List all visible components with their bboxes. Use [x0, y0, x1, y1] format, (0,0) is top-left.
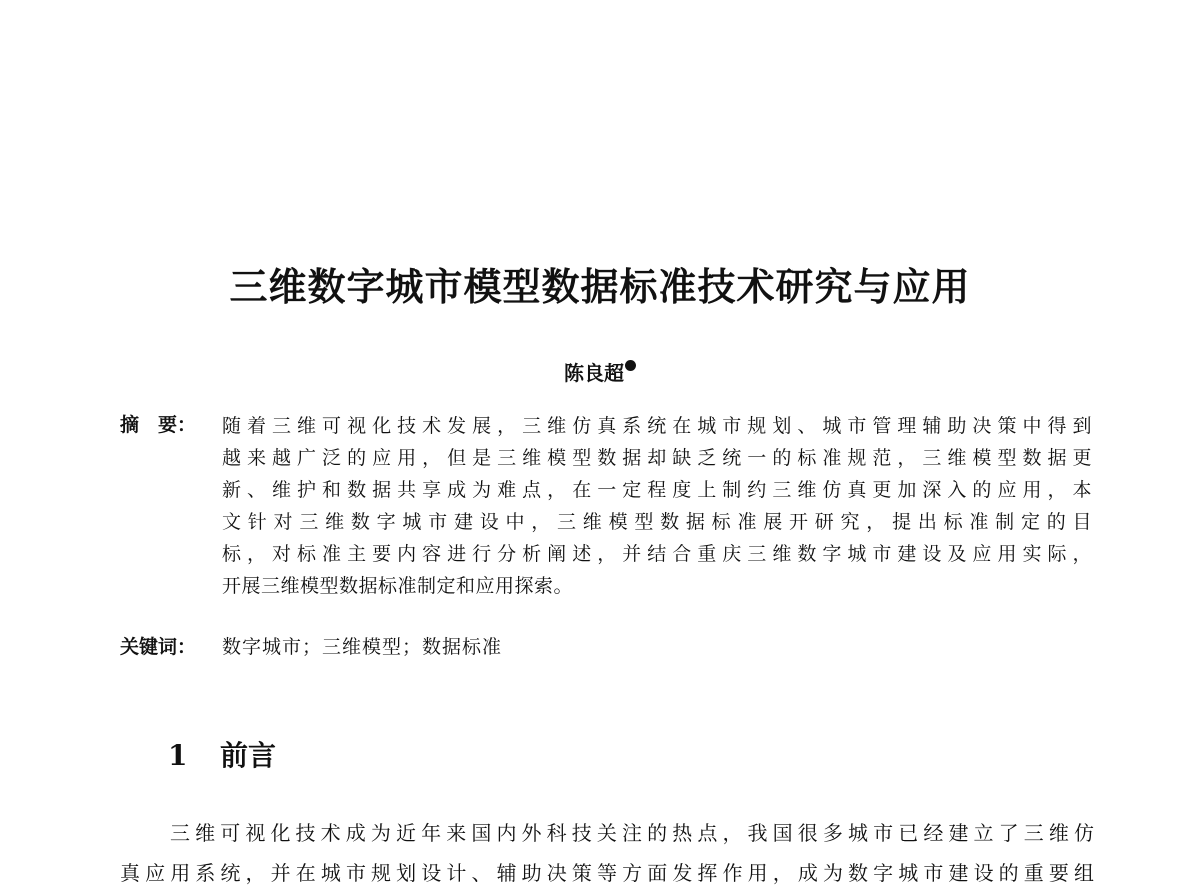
section-heading — [168, 738, 276, 774]
body-line: 三维可视化技术成为近年来国内外科技关注的热点，我国很多城市已经建立了三维仿 — [170, 821, 1094, 845]
abstract-line: 新、维护和数据共享成为难点，在一定程度上制约三维仿真更加深入的应用，本 — [222, 479, 1092, 501]
abstract-line: 随着三维可视化技术发展，三维仿真系统在城市规划、城市管理辅助决策中得到 — [222, 415, 1092, 437]
author-name: 陈良超 — [564, 361, 624, 385]
abstract-line: 开展三维模型数据标准制定和应用探索。 — [222, 575, 574, 597]
abstract-body — [222, 410, 1092, 602]
abstract-line: 文针对三维数字城市建设中，三维模型数据标准展开研究，提出标准制定的目 — [222, 511, 1092, 533]
abstract-label: 摘 要： — [120, 414, 197, 436]
abstract-line: 越来越广泛的应用，但是三维模型数据却缺乏统一的标准规范，三维模型数据更 — [222, 447, 1092, 469]
paper-title: 三维数字城市模型数据标准技术研究与应用 — [229, 265, 971, 309]
keywords-label: 关键词： — [120, 636, 197, 658]
body-text — [120, 813, 1094, 892]
footnote-marker-icon — [625, 360, 636, 371]
author-line — [0, 358, 1200, 388]
keywords-text: 数字城市；三维模型；数据标准 — [222, 636, 503, 658]
section-title: 前言 — [220, 739, 277, 772]
body-line: 真应用系统，并在城市规划设计、辅助决策等方面发挥作用，成为数字城市建设的重要组 — [120, 861, 1094, 885]
section-number: 1 — [168, 739, 188, 772]
abstract-line: 标，对标准主要内容进行分析阐述，并结合重庆三维数字城市建设及应用实际， — [222, 543, 1092, 565]
